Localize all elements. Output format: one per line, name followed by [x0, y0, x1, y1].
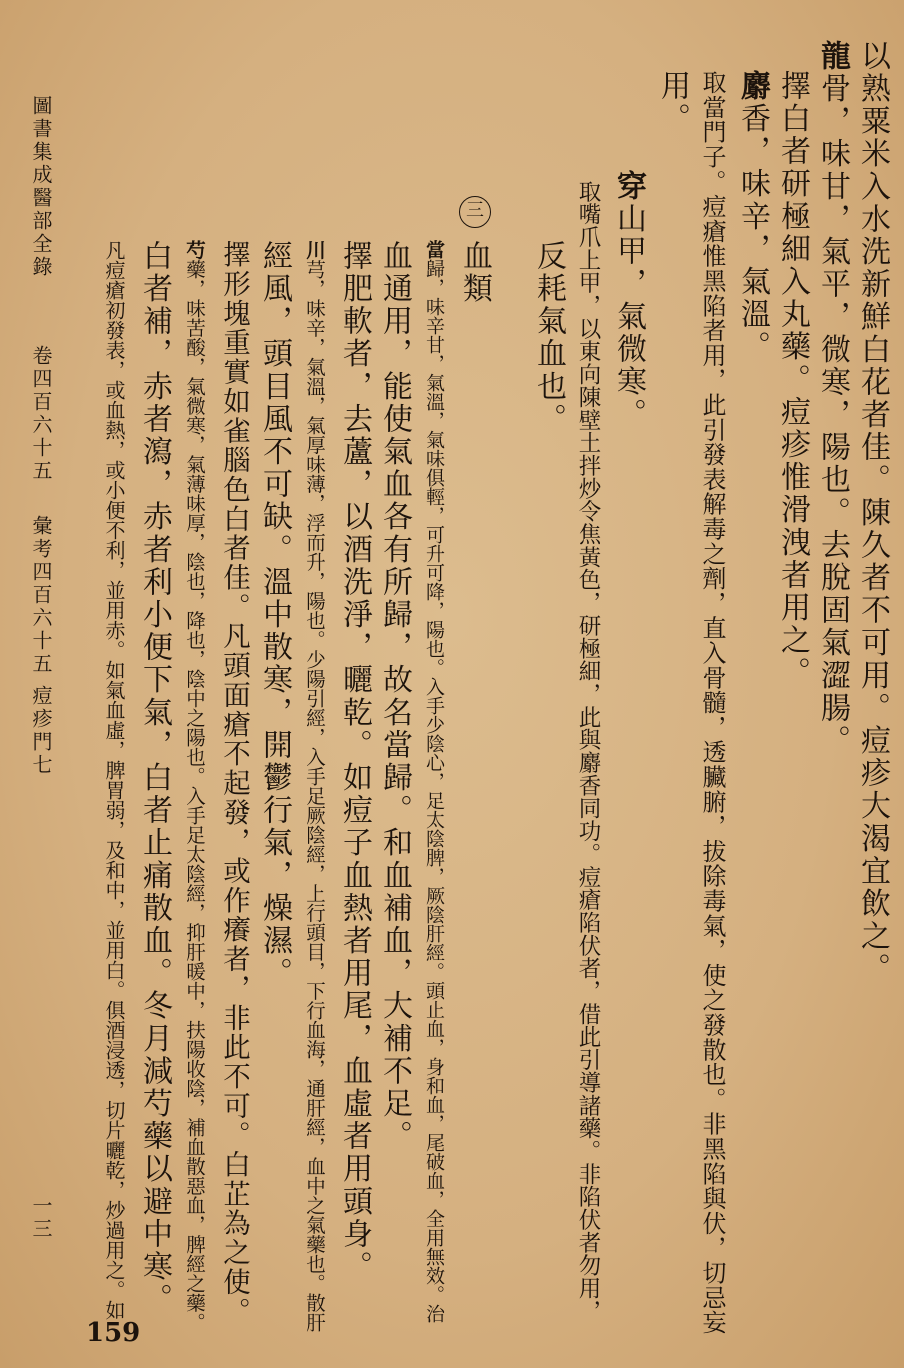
entry-label: 穿 [611, 170, 646, 203]
text-column [608, 170, 648, 431]
entry-label: 芍 [183, 240, 206, 260]
column-text: 用。 [655, 70, 690, 136]
running-header-local-page: 一三 [29, 1195, 53, 1241]
column-text: 骨，味甘，氣平，微寒，陽也。去脫固氣澀腸。 [815, 72, 850, 758]
column-text: 芎，味辛，氣溫，氣厚味薄，浮而升，陽也。少陽引經，入手足厥陰經，上行頭目，下行血海，通肝經，血中之氣藥也。散肝 [303, 259, 326, 1332]
text-column [568, 180, 608, 1323]
text-column [772, 70, 812, 689]
text-column [414, 240, 454, 1323]
text-column [134, 240, 174, 1316]
text-column [214, 240, 254, 1326]
text-column [812, 40, 852, 757]
column-text: 擇肥軟者，去蘆，以酒洗淨，曬乾。如痘子血熱者用尾，血虛者用頭身。 [337, 240, 372, 1284]
text-column [454, 240, 494, 305]
text-column [528, 240, 568, 436]
column-text: 取當門子。痘瘡惟黑陷者用，此引發表解毒之劑，直入骨髓，透臟腑，拔除毒氣，使之發散也。非黑陷與伏，切忌妄 [698, 70, 726, 1335]
column-text: 白者補，赤者瀉，赤者利小便下氣，白者止痛散血。冬月減芍藥以避中寒。 [137, 240, 172, 1316]
column-text: 凡痘瘡初發表，或血熱，或小便不利，並用赤。如氣血虛，脾胃弱，及和中，並用白。俱酒浸透，切片曬乾，炒過用之。如 [102, 240, 126, 1320]
text-column [94, 240, 134, 1320]
column-text: 山甲，氣微寒。 [611, 202, 646, 431]
text-column [652, 70, 692, 135]
column-text: 經風，頭目風不可缺。溫中散寒，開鬱行氣，燥濕。 [257, 240, 292, 990]
column-text: 取嘴爪上甲，以東向陳壁土拌炒令焦黃色，研極細，此與麝香同功。痘瘡陷伏者，借此引導諸藥。非陷伏者勿用， [575, 180, 601, 1323]
text-column [374, 240, 414, 1153]
running-header-title: 圖書集成醫部全錄 [29, 95, 53, 279]
column-text: 血通用，能使氣血各有所歸，故名當歸。和血補血，大補不足。 [377, 240, 412, 1153]
column-text: 藥，味苦酸，氣微寒，氣薄味厚，陰也，降也，陰中之陽也。入手足太陰經，抑肝暖中，扶陽收陰，補血散惡血，脾經之藥。 [183, 259, 206, 1332]
column-text: 以熟粟米入水洗新鮮白花者佳。陳久者不可用。痘疹大渴宜飲之。 [855, 40, 890, 986]
entry-label: 龍 [815, 40, 850, 73]
column-text: 反耗氣血也。 [531, 240, 566, 436]
running-header-compilation: 彙考四百六十五 [29, 515, 53, 676]
running-header-section: 痘疹門七 [29, 685, 53, 777]
entry-label: 當 [423, 240, 445, 259]
text-column [692, 70, 732, 1335]
column-text: 血類 [457, 240, 492, 306]
text-column [254, 240, 294, 990]
column-text: 香，味辛，氣溫。 [735, 102, 770, 364]
text-column [294, 240, 334, 1332]
column-text: 擇形塊重實如雀腦色白者佳。凡頭面瘡不起發，或作癢者，非此不可。白芷為之使。 [218, 240, 250, 1326]
column-text: 擇白者研極細入丸藥。痘疹惟滑洩者用之。 [775, 70, 810, 690]
text-column [732, 70, 772, 363]
running-header-volume: 卷四百六十五 [29, 345, 53, 483]
text-column [174, 240, 214, 1332]
section-number-circle: 三 [459, 196, 491, 228]
text-column [852, 40, 892, 985]
text-column [334, 240, 374, 1283]
entry-label: 麝 [735, 70, 770, 103]
entry-label: 川 [303, 240, 326, 260]
page-number: 159 [86, 1318, 141, 1348]
column-text: 歸，味辛甘，氣溫，氣味俱輕，可升可降，陽也。入手少陰心，足太陰脾，厥陰肝經。頭止血，身和血，尾破血，全用無效。治 [423, 259, 445, 1323]
